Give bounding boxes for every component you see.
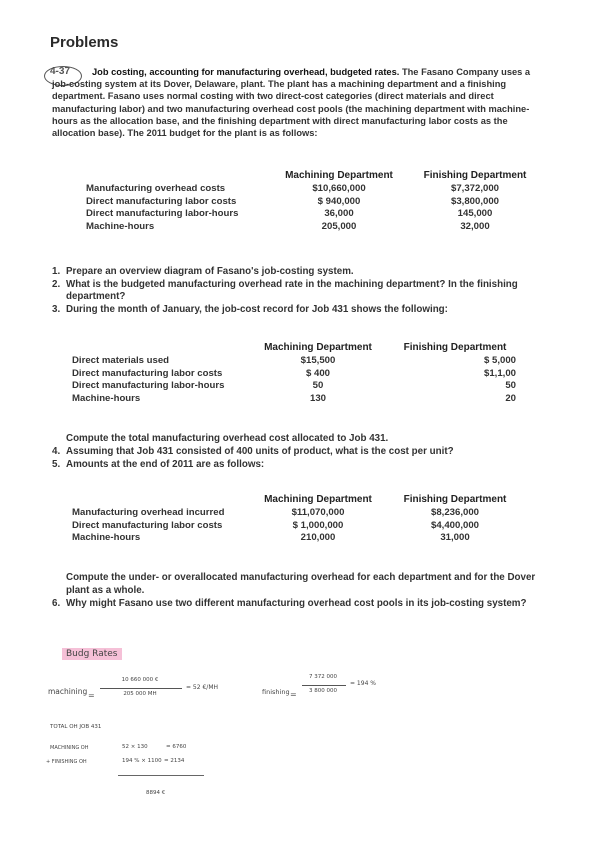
table-cell: $3,800,000 [450, 195, 499, 207]
table-cell: 130 [309, 392, 326, 404]
fraction-bar [302, 685, 346, 686]
table-cell: 20 [505, 392, 516, 404]
question-5-continuation: Compute the under- or overallocated manufacturing overhead for each department and for the Dover plant as a whole. [66, 572, 536, 596]
finishing-denominator: 3 800 000 [309, 688, 337, 694]
table-cell: $8,236,000 [430, 507, 479, 518]
table-header: Machining Department [264, 494, 372, 505]
notes-tag-highlight: Budg Rates [62, 648, 122, 660]
question-item: 2. What is the budgeted manufacturing overhead rate in the machining department? In the finishing department? [52, 278, 518, 302]
row-label: Direct manufacturing labor-hours [72, 380, 225, 391]
table-cell: $11,070,000 [291, 507, 345, 518]
table-row [86, 183, 546, 196]
table-row [72, 355, 522, 368]
table-cell: $1,1,00 [483, 367, 516, 379]
table-cell: $10,660,000 [312, 183, 366, 194]
total-overhead-result: 8894 € [146, 790, 166, 796]
problem-text: The Fasano Company uses a job-costing system at its Dover, Delaware, plant. The plant has a machining department and a finishing department. Fasano uses normal costing with two direct-cost categories (direct materials and direct manufacturing labor) and two manufacturing overhead cost pools (the machining department with machine-hours as the allocation base, and the finishing department with direct manufacturing labor costs as the allocation base). The 2011 budget for the plant is as follows: [52, 67, 531, 139]
table-cell: 32,000 [460, 220, 490, 232]
table-header: Finishing Department [403, 342, 507, 353]
table-cell: $ 400 [305, 367, 330, 379]
table-row [72, 532, 522, 545]
finishing-rate-result: = 194 % [350, 680, 376, 687]
machining-oh-calc: 52 × 130 [122, 744, 148, 750]
finishing-label: finishing [262, 688, 290, 696]
table-cell: 36,000 [324, 208, 354, 219]
machining-oh-result: = 6760 [166, 744, 187, 750]
row-label: Direct materials used [72, 355, 170, 366]
row-label: Direct manufacturing labor costs [72, 367, 223, 379]
row-label: Direct manufacturing labor costs [86, 195, 237, 207]
table-row [72, 393, 522, 406]
table-row [72, 368, 522, 381]
table-row [72, 520, 522, 533]
question-item: 4. Assuming that Job 431 consisted of 400 units of product, what is the cost per unit? [52, 446, 454, 457]
table-cell: 31,000 [440, 532, 470, 543]
table-header: Finishing Department [423, 170, 527, 181]
table-header: Machining Department [264, 342, 372, 353]
job-431-table [72, 342, 522, 405]
table-row [72, 380, 522, 393]
table-header: Finishing Department [403, 494, 507, 505]
total-label: TOTAL OH JOB 431 [50, 724, 102, 730]
table-cell: $7,372,000 [450, 183, 499, 194]
table-header-row [72, 342, 522, 355]
table-row [72, 507, 522, 520]
table-cell: 205,000 [321, 220, 357, 232]
table-header: Machining Department [285, 170, 393, 181]
end-of-year-table [72, 494, 522, 545]
equals-sign: = [290, 690, 297, 699]
row-label: Machine-hours [72, 392, 141, 404]
row-label: Machine-hours [72, 532, 141, 543]
problem-intro [52, 66, 542, 139]
row-label: Direct manufacturing labor costs [72, 519, 223, 531]
question-item: 1. Prepare an overview diagram of Fasano's job-costing system. [52, 266, 354, 277]
table-cell: $ 1,000,000 [292, 519, 344, 531]
problem-title: Job costing, accounting for manufacturing overhead, budgeted rates. [92, 67, 400, 77]
table-cell: $ 5,000 [483, 355, 516, 366]
machining-denominator: 205 000 MH [123, 691, 157, 697]
question-list-a [52, 266, 552, 316]
finishing-numerator: 7 372 000 [309, 674, 337, 680]
budget-table [86, 170, 546, 233]
page-heading: Problems [50, 34, 119, 51]
machining-rate-result: = 52 €/MH [186, 684, 219, 691]
table-cell: 145,000 [457, 208, 493, 219]
question-list-b [52, 446, 552, 471]
problem-number: 4-37 [50, 66, 71, 77]
fraction-bar [100, 688, 182, 689]
finishing-oh-result: = 2134 [164, 758, 185, 764]
row-label: Manufacturing overhead costs [86, 183, 226, 194]
machining-oh-label: MACHINING OH [50, 745, 89, 751]
equals-sign: = [88, 691, 95, 700]
table-header-row [86, 170, 546, 183]
question-3-continuation: Compute the total manufacturing overhead cost allocated to Job 431. [66, 433, 389, 444]
table-row [86, 196, 546, 209]
question-item: 5. Amounts at the end of 2011 are as follows: [52, 458, 265, 470]
table-cell: $4,400,000 [430, 519, 479, 531]
row-label: Manufacturing overhead incurred [72, 507, 225, 518]
row-label: Direct manufacturing labor-hours [86, 208, 239, 219]
table-cell: $15,500 [300, 355, 336, 366]
machining-numerator: 10 660 000 € [121, 677, 159, 683]
table-header-row [72, 494, 522, 507]
table-cell: 50 [312, 380, 324, 391]
finishing-oh-calc: 194 % × 1100 [122, 758, 162, 764]
finishing-oh-label: + FINISHING OH [46, 759, 87, 765]
question-item-6: 6. Why might Fasano use two different manufacturing overhead cost pools in its job-costing system? [52, 598, 527, 609]
table-row [86, 221, 546, 234]
table-row [86, 208, 546, 221]
table-cell: 210,000 [300, 532, 336, 543]
table-cell: $ 940,000 [317, 195, 361, 207]
total-underline [118, 775, 204, 776]
row-label: Machine-hours [86, 220, 155, 232]
table-cell: 50 [505, 380, 516, 391]
question-item: 3. During the month of January, the job-cost record for Job 431 shows the following: [52, 303, 448, 315]
machining-label: machining [48, 687, 88, 696]
